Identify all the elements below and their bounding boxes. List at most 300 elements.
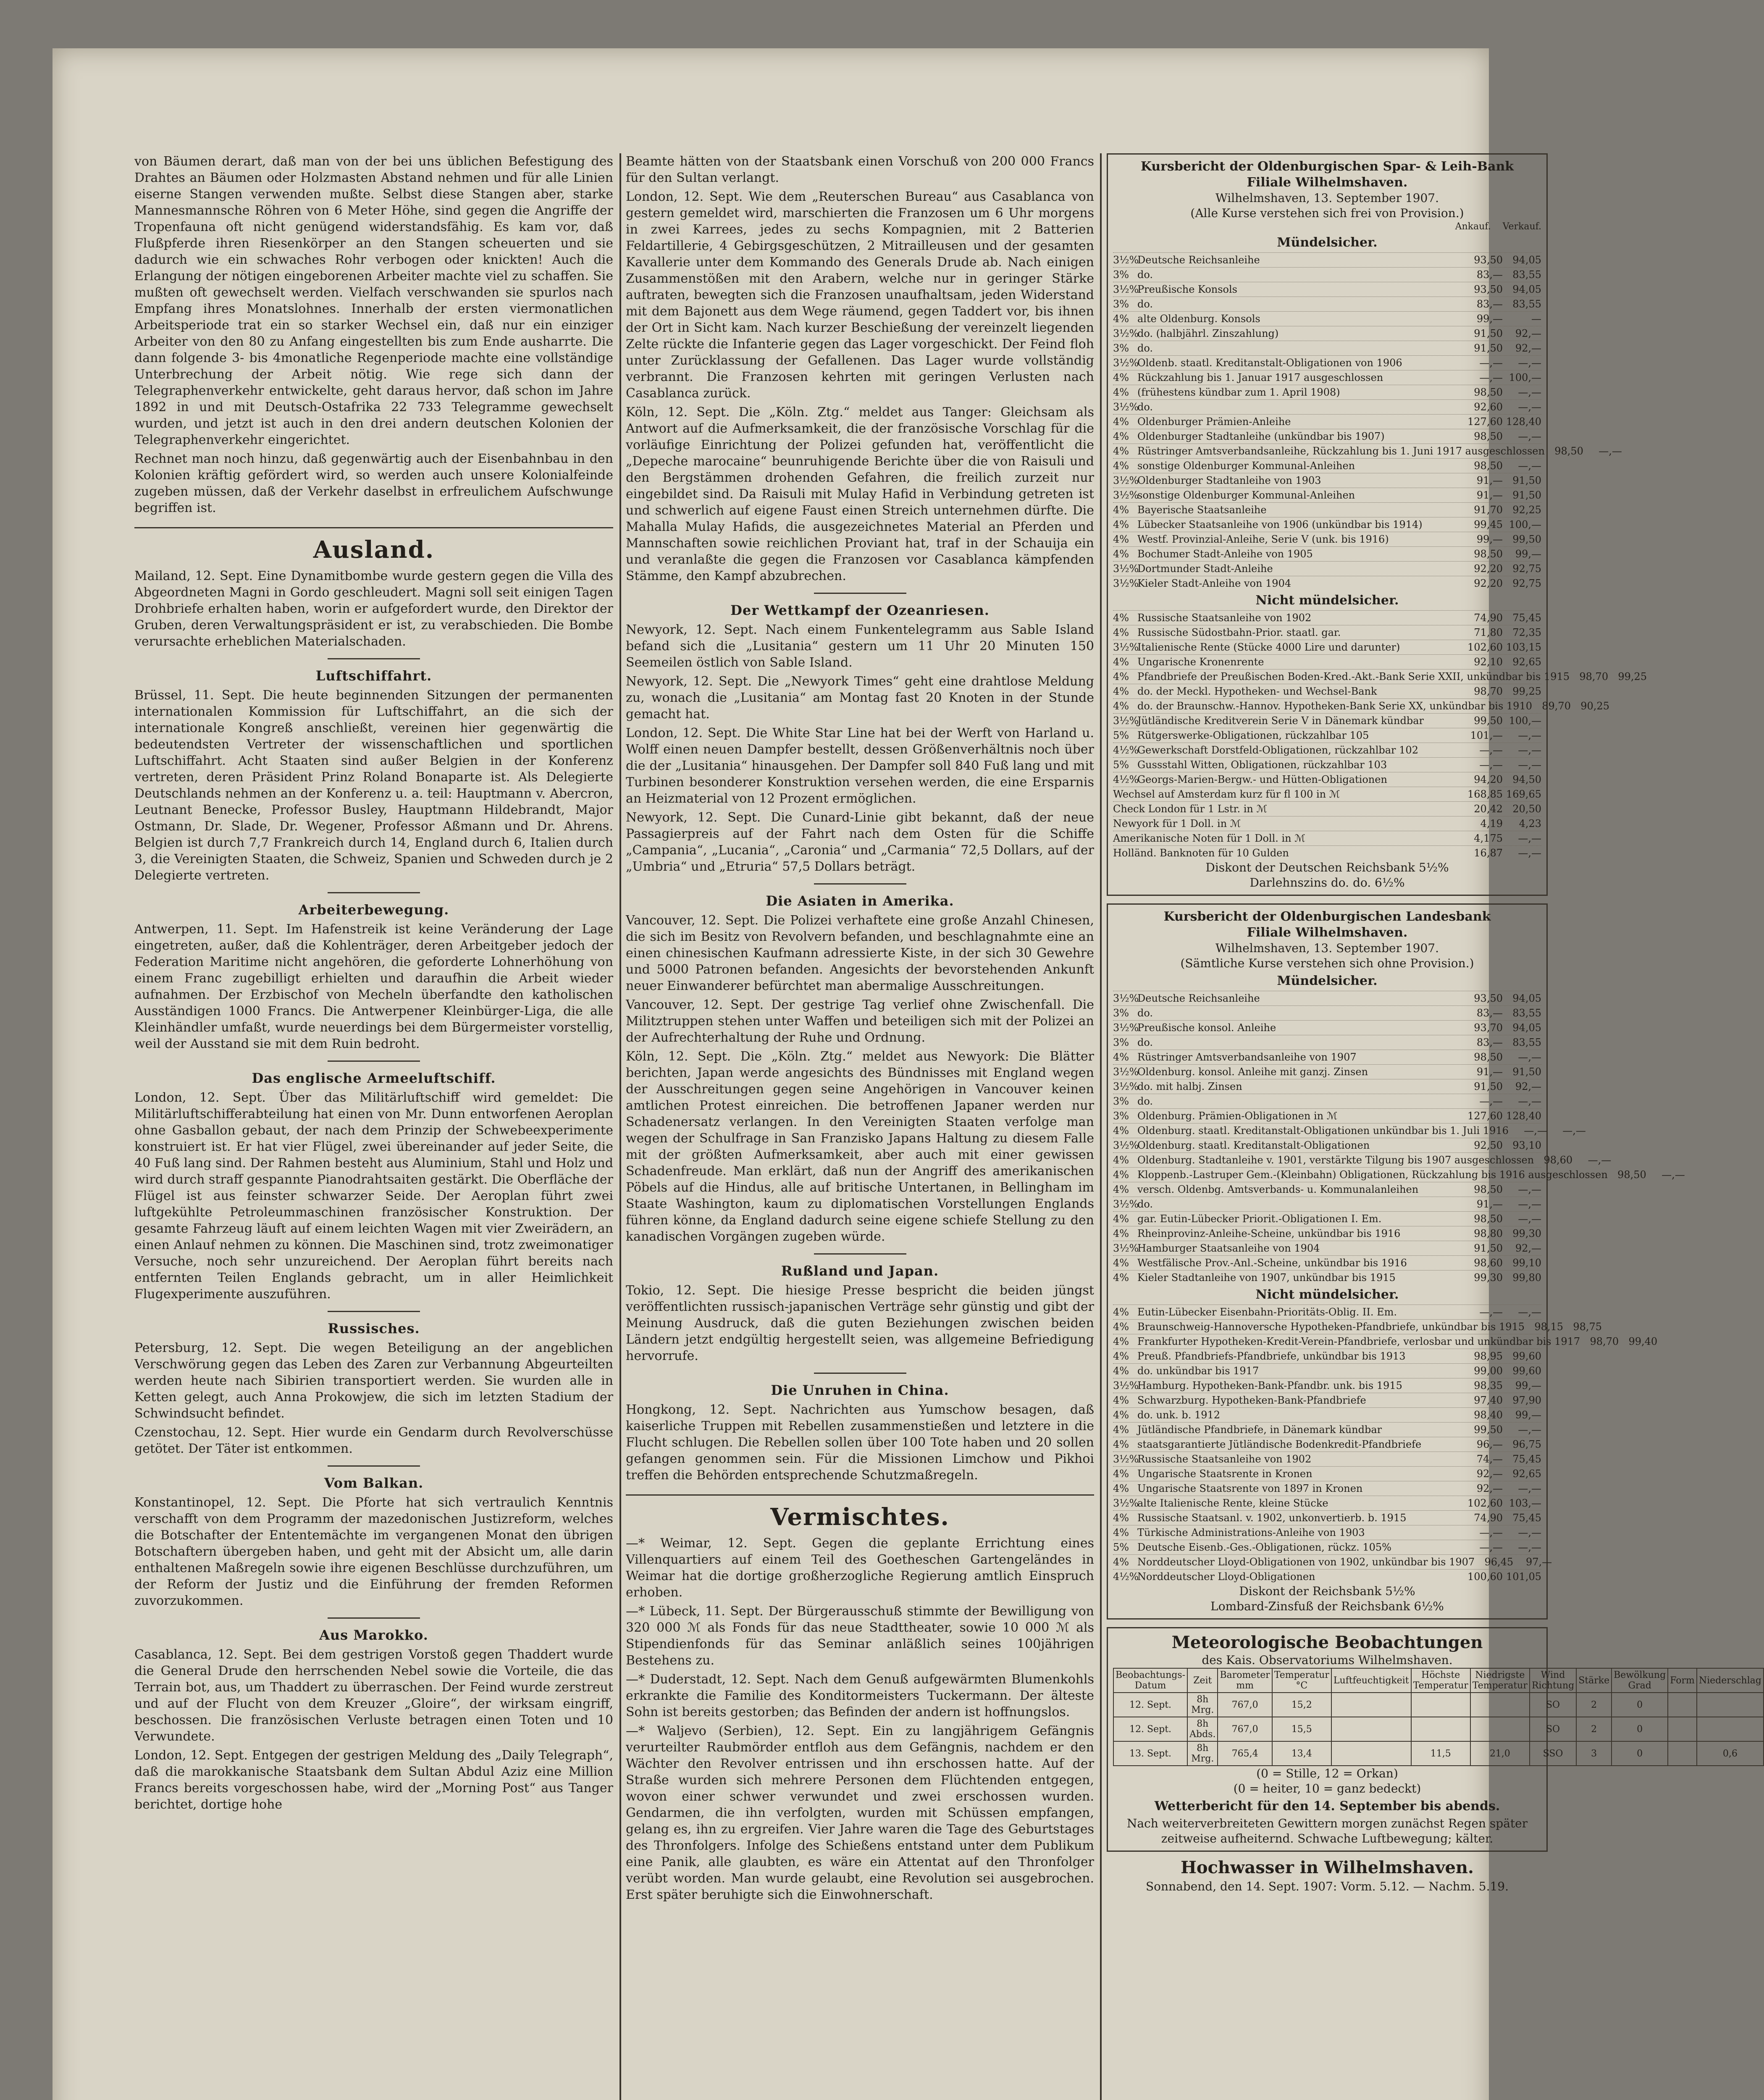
- exchange-row: [1113, 801, 1541, 816]
- buy-price: 98,60: [1544, 1154, 1573, 1166]
- rate-percent: 4%: [1113, 416, 1129, 428]
- sell-price: —,—: [1518, 460, 1541, 472]
- sell-price: 75,45: [1512, 1512, 1541, 1524]
- buy-price: 98,50: [1474, 460, 1503, 472]
- buy-price: 99,—: [1476, 313, 1503, 325]
- rate-percent: 4%: [1113, 533, 1129, 545]
- sell-price: 92,25: [1512, 504, 1541, 516]
- buy-price: 102,60: [1467, 641, 1503, 653]
- section-title-ausland: Ausland.: [313, 536, 435, 564]
- subsection-title: Der Wettkampf der Ozeanriesen.: [730, 602, 990, 618]
- paragraph: Antwerpen, 11. Sept. Im Hafenstreik ist keine Veränderung der Lage eingetreten, außer, daß die Kohlenträger, deren Arbeitgeber jedoch der Federation Maritime nicht angehören, die geforderte Lohnerhöhung von einem Franc zugebilligt erhielten und daraufhin die Arbeit wieder aufnahmen. Der Erzbischof von Mecheln überfandte den katholischen Ausständigen 1000 Francs. Die Antwerpener Kleinbürger-Liga, die alle Kleinhändler umfaßt, wurde neuerdings bei dem Bürgermeister vorstellig, weil der Ausstand sie mit dem Ruin bedroht.: [134, 922, 613, 1051]
- security-name: Hamburg. Hypotheken-Bank-Pfandbr. unk. bis 1915: [1137, 1380, 1402, 1391]
- rate-row: [1113, 1255, 1541, 1270]
- sell-price: 92,65: [1512, 656, 1541, 668]
- buy-price: 91,—: [1476, 1066, 1503, 1078]
- buy-price: 93,70: [1474, 1022, 1503, 1034]
- security-name: do.: [1137, 1095, 1153, 1107]
- security-name: Oldenburger Stadtanleihe von 1903: [1137, 475, 1321, 486]
- exchange-row: [1113, 816, 1541, 831]
- sell-price: —,—: [1518, 1306, 1541, 1318]
- high-water-title: Hochwasser in Wilhelmshaven.: [1181, 1858, 1474, 1877]
- sell-price: 103,—: [1509, 1497, 1541, 1509]
- report-date: Wilhelmshaven, 13. September 1907.: [1215, 941, 1439, 955]
- column-rule: [1100, 153, 1102, 2100]
- weather-cell: [1697, 1717, 1764, 1741]
- rate-percent: 4½%: [1113, 1571, 1139, 1583]
- rate-row: [1113, 532, 1541, 546]
- rate-percent: 3%: [1113, 342, 1129, 354]
- sell-price: 94,05: [1512, 284, 1541, 295]
- rate-percent: 4%: [1113, 372, 1129, 383]
- category-heading: Nicht mündelsicher.: [1255, 1287, 1399, 1302]
- sell-price: —,—: [1518, 730, 1541, 741]
- rate-row: [1113, 267, 1541, 282]
- buy-price: 98,50: [1474, 1051, 1503, 1063]
- sell-price: 99,—: [1515, 1380, 1541, 1391]
- security-name: Oldenburg. staatl. Kreditanstalt-Obligationen unkündbar bis 1. Juli 1916: [1137, 1125, 1509, 1137]
- rate-percent: 3½%: [1113, 641, 1139, 653]
- security-name: do. mit halbj. Zinsen: [1137, 1081, 1242, 1092]
- sell-price: —,—: [1518, 1483, 1541, 1494]
- rate-row: [1113, 772, 1541, 787]
- security-name: Bayerische Staatsanleihe: [1137, 504, 1267, 516]
- buy-price: 98,70: [1579, 671, 1609, 682]
- rate-row: [1113, 1182, 1541, 1197]
- security-name: Gussstahl Witten, Obligationen, rückzahlbar 103: [1137, 759, 1387, 771]
- paragraph: Köln, 12. Sept. Die „Köln. Ztg.“ meldet aus Tanger: Gleichsam als Antwort auf die Aufmerksamkeit, die der französische Vorschlag für die vorläufige Einrichtung der Polizei gefunden hat, veröffentlicht die „Depeche marocaine“ beunruhigende Berichte über die von Raisuli und den Bergstämmen drohenden Gefahren, die freilich zurzeit nur eingebildet sind. Da Raisuli mit Mulay Hafid in Verbindung getreten ist und schwerlich auf eigene Faust einen Streich unternehmen dürfte. Die Mahalla Mulay Hafids, die ausgezeichnetes Material an Pferden und Mannschaften sowie reichlichen Proviant hat, traf in der Schauija ein und veranlaßte die gegen die Franzosen vor Casablanca kämpfenden Stämme, den Kampf abzubrechen.: [626, 405, 1094, 583]
- sell-price: 103,15: [1506, 641, 1541, 653]
- security-name: Oldenb. staatl. Kreditanstalt-Obligationen von 1906: [1137, 357, 1402, 369]
- weather-cell: 2: [1576, 1717, 1612, 1741]
- rate-percent: 3½%: [1113, 1380, 1139, 1391]
- rate-percent: 3½%: [1113, 992, 1139, 1004]
- buy-price: 16,87: [1474, 847, 1503, 859]
- rate-percent: 4%: [1113, 313, 1129, 325]
- rate-row: [1113, 1481, 1541, 1496]
- rate-percent: 4%: [1113, 1184, 1129, 1195]
- rate-row: [1113, 1152, 1612, 1167]
- rate-row: [1113, 1197, 1541, 1211]
- stock-report-landesbank: [1107, 903, 1685, 1620]
- sell-price: 83,55: [1512, 269, 1541, 281]
- buy-price: 98,40: [1474, 1409, 1503, 1421]
- rate-row: [1113, 546, 1541, 561]
- sell-price: 99,40: [1628, 1336, 1658, 1347]
- rate-row: [1113, 1378, 1541, 1393]
- security-name: Deutsche Reichsanleihe: [1137, 992, 1260, 1004]
- security-name: (frühestens kündbar zum 1. April 1908): [1137, 386, 1340, 398]
- buy-price: 98,35: [1474, 1380, 1503, 1391]
- sell-price: 128,40: [1506, 1110, 1541, 1122]
- buy-price: 92,60: [1474, 401, 1503, 413]
- rate-row: [1113, 669, 1647, 684]
- rate-percent: 4%: [1113, 386, 1129, 398]
- cloud-scale-note: (0 = heiter, 10 = ganz bedeckt): [1233, 1782, 1421, 1796]
- sell-price: —,—: [1518, 430, 1541, 442]
- sell-price: 20,50: [1512, 803, 1541, 815]
- rate-percent: 4%: [1113, 1512, 1129, 1524]
- paragraph: Mailand, 12. Sept. Eine Dynamitbombe wurde gestern gegen die Villa des Abgeordneten Magni in Gordo geschleudert. Magni soll seit einigen Tagen Drohbriefe erhalten haben, worin er aufgefordert wurde, den Direktor der Gruben, deren Verwaltungspräsident er ist, zu verabschieden. Die Bombe verursachte erheblichen Materialschaden.: [134, 569, 613, 649]
- buy-price: 101,—: [1470, 730, 1503, 741]
- rate-row: [1113, 640, 1541, 654]
- security-name: Eutin-Lübecker Eisenbahn-Prioritäts-Oblig. II. Em.: [1137, 1306, 1397, 1318]
- paragraph: Köln, 12. Sept. Die „Köln. Ztg.“ meldet aus Newyork: Die Blätter berichten, Japan werde angesichts des Bündnisses mit England wegen der Ausschreitungen gegen seine Angehörigen in Vancouver keinen amtlichen Protest einreichen. Die betroffenen Japaner werden nur Schadenersatz verlangen. In den Vereinigten Staaten verfolge man wegen der Schulfrage in San Franzisko Japans Haltung zu diesem Falle mit der größten Aufmerksamkeit, aber auch mit einer gewissen Schadenfreude. Man erklärt, daß nun der Angriff des amerikanischen Pöbels auf die Hindus, alle auf britische Untertanen, in Bellingham im Staate Washington, kaum zu diplomatischen Vorstellungen Englands führen könne, da England dadurch seine eigene schiefe Stellung zu den kanadischen Vorgängen zugeben würde.: [626, 1049, 1094, 1244]
- sell-price: —,—: [1518, 832, 1541, 844]
- buy-price: 71,80: [1474, 627, 1503, 638]
- weather-cell: [1411, 1717, 1470, 1741]
- sell-price: —,—: [1599, 445, 1622, 457]
- security-name: Braunschweig-Hannoversche Hypotheken-Pfandbriefe, unkündbar bis 1915: [1137, 1321, 1525, 1333]
- weather-header: Form: [1668, 1668, 1697, 1693]
- report-subtitle: Filiale Wilhelmshaven.: [1247, 925, 1408, 940]
- stock-report-spar-leih-bank: [1107, 153, 1647, 896]
- buy-price: 98,80: [1474, 1228, 1503, 1239]
- security-name: Kieler Stadt-Anleihe von 1904: [1137, 578, 1292, 589]
- sell-price: 94,50: [1512, 774, 1541, 785]
- sell-price: 97,—: [1525, 1556, 1552, 1568]
- weather-observations: [1107, 1627, 1761, 1852]
- rate-percent: 4%: [1113, 1154, 1129, 1166]
- sell-price: 99,60: [1512, 1350, 1541, 1362]
- sell-price: 92,—: [1515, 1081, 1541, 1092]
- report-title: Kursbericht der Oldenburgischen Landesbank: [1163, 909, 1491, 924]
- paragraph: London, 12. Sept. Entgegen der gestrigen Meldung des „Daily Telegraph“, daß die marokkanische Staatsbank dem Sultan Abdul Aziz eine Million Francs bereits vorgeschossen habe, wird der „Morning Post“ aus Tanger berichtet, dortige hohe: [134, 1748, 613, 1812]
- sell-price: 98,75: [1573, 1321, 1602, 1333]
- report-title: Kursbericht der Oldenburgischen Spar- & Leih-Bank: [1140, 159, 1514, 174]
- rate-row: [1113, 282, 1541, 297]
- paragraph: Vancouver, 12. Sept. Der gestrige Tag verlief ohne Zwischenfall. Die Militztruppen stehen unter Waffen und beteiligen sich mit der Polizei an der Aufrechterhaltung der Ruhe und Ordnung.: [626, 998, 1094, 1045]
- sell-price: 90,25: [1580, 700, 1609, 712]
- sell-price: 83,55: [1512, 298, 1541, 310]
- buy-price: 92,—: [1476, 1483, 1503, 1494]
- rate-percent: 3%: [1113, 1037, 1129, 1048]
- rate-row: [1113, 757, 1541, 772]
- rate-percent: 3%: [1113, 269, 1129, 281]
- subsection-title: Arbeiterbewegung.: [298, 902, 449, 918]
- rate-row: [1113, 1123, 1586, 1138]
- rate-percent: 4%: [1113, 1424, 1129, 1436]
- buy-price: 98,50: [1554, 445, 1583, 457]
- rate-percent: 4%: [1113, 1272, 1129, 1284]
- subsection-title: Vom Balkan.: [324, 1475, 424, 1491]
- security-name: alte Italienische Rente, kleine Stücke: [1137, 1497, 1328, 1509]
- security-name: do. der Braunschw.-Hannov. Hypotheken-Bank Serie XX, unkündbar bis 1910: [1137, 700, 1532, 712]
- rate-row: [1113, 654, 1541, 669]
- buy-price: 98,60: [1474, 1257, 1503, 1269]
- rate-row: [1113, 1540, 1541, 1554]
- paragraph: von Bäumen derart, daß man von der bei uns üblichen Befestigung des Drahtes an Bäumen oder Holzmasten Abstand nehmen und für alle Linien eiserne Stangen verwenden mußte. Selbst diese Stangen aber, starke Mannesmannsche Röhren von 6 Meter Höhe, sind gegen die Angriffe der Tropenfauna oft nicht genügend widerstandsfähig. Es kam vor, daß Flußpferde ihren Riesenkörper an den Stangen scheuerten und sie dadurch wie ein schwaches Rohr verbogen oder knickten! Auch die Erlangung der nötigen eingeborenen Arbeiter machte viel zu schaffen. Sie mußten oft gewechselt werden. Vielfach verschwanden sie spurlos nach Empfang ihres Monatslohnes. Innerhalb der ersten viermonatlichen Arbeitsperiode trat ein so starker Wechsel ein, daß nur ein einziger Arbeiter von den 80 zu Anfang eingestellten bis zum Ende ausharrte. Die dann folgende 3- bis 4monatliche Regenperiode machte eine vollständige Unterbrechung der Arbeit nötig. Wie rege sich dann der Telegraphenverkehr entwickelte, geht daraus hervor, daß schon im Jahre 1892 in und mit Deutsch-Ostafrika 22 733 Telegramme gewechselt wurden, und jetzt ist auch in den drei andern deutschen Kolonien der Telegraphenverkehr eingerichtet.: [134, 154, 613, 447]
- newspaper-page: [52, 48, 1761, 2100]
- weather-cell: 12. Sept.: [1113, 1717, 1187, 1741]
- rate-row: [1113, 1319, 1602, 1334]
- rate-row: [1113, 252, 1541, 267]
- exchange-name: Newyork für 1 Doll. in ℳ: [1113, 818, 1241, 830]
- rate-percent: 3½%: [1113, 715, 1139, 727]
- buy-price: 98,70: [1590, 1336, 1619, 1347]
- paragraph: London, 12. Sept. Die White Star Line hat bei der Werft von Harland u. Wolff einen neuen Dampfer bestellt, dessen Größenverhältnis noch über die der „Lusitania“ hinausgehen. Der Dampfer soll 840 Fuß lang und mit Turbinen besonderer Konstruktion versehen werden, die eine Ersparnis an Heizmaterial von 12 Prozent ermöglichen.: [626, 726, 1094, 806]
- sell-price: 93,10: [1512, 1139, 1541, 1151]
- sell-price: 92,—: [1515, 342, 1541, 354]
- divider: [328, 1617, 420, 1619]
- sell-price: 96,75: [1512, 1438, 1541, 1450]
- rate-percent: 3½%: [1113, 1198, 1139, 1210]
- sell-price: 99,30: [1512, 1228, 1541, 1239]
- rate-row: [1113, 1452, 1541, 1466]
- rate-percent: 4%: [1113, 1213, 1129, 1225]
- buy-price: 20,42: [1474, 803, 1503, 815]
- weather-cell: 8h Abds.: [1187, 1717, 1218, 1741]
- buy-price: —,—: [1524, 1125, 1547, 1137]
- rate-row: [1113, 414, 1541, 429]
- sell-price: —,—: [1518, 744, 1541, 756]
- rate-row: [1113, 517, 1541, 532]
- sell-price: 94,05: [1512, 254, 1541, 266]
- rate-percent: 3½%: [1113, 357, 1139, 369]
- rate-row: [1113, 1496, 1541, 1510]
- buy-price: 74,—: [1476, 1453, 1503, 1465]
- paragraph: Newyork, 12. Sept. Die Cunard-Linie gibt bekannt, daß der neue Passagierpreis auf der Fahrt nach dem Osten für die Schiffe „Campania“, „Lucania“, „Caronia“ und „Carmania“ 72,5 Dollars, auf der „Umbria“ und „Etruria“ 57,5 Dollars beträgt.: [626, 810, 1094, 874]
- security-name: Hamburger Staatsanleihe von 1904: [1137, 1242, 1320, 1254]
- weather-cell: [1331, 1741, 1411, 1766]
- security-name: Rüstringer Amtsverbandsanleihe von 1907: [1137, 1051, 1357, 1063]
- rate-percent: 3½%: [1113, 254, 1139, 266]
- rate-row: [1113, 684, 1541, 698]
- category-heading: Mündelsicher.: [1277, 235, 1378, 250]
- security-name: Kloppenb.-Lastruper Gem.-(Kleinbahn) Obligationen, Rückzahlung bis 1916 ausgeschlossen: [1137, 1169, 1608, 1181]
- rate-percent: 4%: [1113, 1228, 1129, 1239]
- sell-price: 83,55: [1512, 1037, 1541, 1048]
- security-name: do.: [1137, 1037, 1153, 1048]
- subsection-title: Aus Marokko.: [319, 1627, 428, 1643]
- rate-percent: 4%: [1113, 1169, 1129, 1181]
- buy-price: 99,50: [1474, 715, 1503, 727]
- buy-price: 98,50: [1617, 1169, 1646, 1181]
- security-name: do. unk. b. 1912: [1137, 1409, 1221, 1421]
- rate-row: [1113, 1569, 1541, 1584]
- buy-price: 91,—: [1476, 1198, 1503, 1210]
- rate-percent: 3%: [1113, 1007, 1129, 1019]
- weather-header: Beobachtungs-Datum: [1113, 1668, 1187, 1693]
- sell-price: 99,80: [1512, 1272, 1541, 1284]
- rate-row: [1113, 1554, 1552, 1569]
- rate-percent: 4%: [1113, 1336, 1129, 1347]
- discount-rate: Diskont der Deutschen Reichsbank 5½%: [1205, 861, 1449, 874]
- lombard-rate: Darlehnszins do. do. 6½%: [1250, 876, 1405, 890]
- sell-price: —,—: [1518, 1184, 1541, 1195]
- paragraph: —* Duderstadt, 12. Sept. Nach dem Genuß aufgewärmten Blumenkohls erkrankte die Familie des Konditormeisters Tuckermann. Der älteste Sohn ist bereits gestorben; das Befinden der andern ist hoffnungslos.: [626, 1672, 1094, 1719]
- rate-row: [1113, 728, 1541, 743]
- buy-price: 93,50: [1474, 284, 1503, 295]
- security-name: Italienische Rente (Stücke 4000 Lire und darunter): [1137, 641, 1400, 653]
- rate-percent: 4%: [1113, 1321, 1129, 1333]
- security-name: Ungarische Staatsrente in Kronen: [1137, 1468, 1312, 1480]
- rate-percent: 4%: [1113, 1350, 1129, 1362]
- security-name: sonstige Oldenburger Kommunal-Anleihen: [1137, 460, 1355, 472]
- rate-row: [1113, 1334, 1658, 1349]
- weather-row: [1113, 1717, 1764, 1741]
- paragraph: —* Weimar, 12. Sept. Gegen die geplante Errichtung eines Villenquartiers auf einem Teil des Goetheschen Gartengeländes in Weimar hat die dortige großherzogliche Regierung amtlich Einspruch erhoben.: [626, 1536, 1094, 1600]
- rate-row: [1113, 355, 1541, 370]
- buy-price: 91,70: [1474, 504, 1503, 516]
- rate-row: [1113, 610, 1541, 625]
- sell-price: —,—: [1518, 1527, 1541, 1538]
- weather-cell: [1697, 1693, 1764, 1717]
- security-name: Norddeutscher Lloyd-Obligationen von 1902, unkündbar bis 1907: [1137, 1556, 1475, 1568]
- paragraph: Newyork, 12. Sept. Die „Newyork Times“ geht eine drahtlose Meldung zu, wonach die „Lusitania“ am Montag fast 20 Knoten in der Stunde gemacht hat.: [626, 674, 1094, 722]
- sell-price: —,—: [1518, 1541, 1541, 1553]
- sell-price: 99,50: [1512, 533, 1541, 545]
- rate-percent: 4%: [1113, 700, 1129, 712]
- wind-scale-note: (0 = Stille, 12 = Orkan): [1256, 1767, 1398, 1780]
- exchange-row: [1113, 831, 1541, 845]
- weather-table: [1113, 1668, 1764, 1766]
- weather-cell: [1470, 1717, 1530, 1741]
- exchange-name: Wechsel auf Amsterdam kurz für fl 100 in ℳ: [1113, 788, 1340, 800]
- security-name: Russische Südostbahn-Prior. staatl. gar.: [1137, 627, 1341, 638]
- security-name: Schwarzburg. Hypotheken-Bank-Pfandbriefe: [1137, 1394, 1366, 1406]
- security-name: Ungarische Kronenrente: [1137, 656, 1264, 668]
- rate-row: [1113, 1407, 1541, 1422]
- rate-row: [1113, 1167, 1685, 1182]
- buy-price: 98,50: [1474, 1213, 1503, 1225]
- paragraph: Beamte hätten von der Staatsbank einen Vorschuß von 200 000 Francs für den Sultan verlangt.: [626, 154, 1094, 185]
- rate-row: [1113, 488, 1541, 502]
- divider: [328, 1311, 420, 1312]
- rate-percent: 4½%: [1113, 744, 1139, 756]
- rate-percent: 4%: [1113, 671, 1129, 682]
- security-name: Oldenburger Stadtanleihe (unkündbar bis 1907): [1137, 430, 1385, 442]
- security-name: Oldenburg. Prämien-Obligationen in ℳ: [1137, 1110, 1338, 1122]
- rate-row: [1113, 1226, 1541, 1241]
- exchange-name: Amerikanische Noten für 1 Doll. in ℳ: [1113, 832, 1305, 844]
- sell-price: 99,—: [1515, 1409, 1541, 1421]
- security-name: do. (halbjährl. Zinszahlung): [1137, 328, 1279, 339]
- rate-row: [1113, 991, 1541, 1005]
- security-name: alte Oldenburg. Konsols: [1137, 313, 1260, 325]
- sell-price: 72,35: [1512, 627, 1541, 638]
- rate-row: [1113, 399, 1541, 414]
- rate-row: [1113, 311, 1541, 326]
- sell-price: 100,—: [1509, 715, 1541, 727]
- rate-percent: 3½%: [1113, 475, 1139, 486]
- security-name: staatsgarantierte Jütländische Bodenkredit-Pfandbriefe: [1137, 1438, 1422, 1450]
- buy-price: —,—: [1479, 1527, 1503, 1538]
- sell-price: —,—: [1562, 1125, 1586, 1137]
- rate-percent: 4%: [1113, 1365, 1129, 1377]
- rate-percent: 3½%: [1113, 563, 1139, 575]
- buy-price: 99,00: [1474, 1365, 1503, 1377]
- rate-list: [1113, 252, 1622, 591]
- security-name: Rückzahlung bis 1. Januar 1917 ausgeschlossen: [1137, 372, 1383, 383]
- section-title-vermischtes: Vermischtes.: [770, 1503, 950, 1531]
- security-name: do. unkündbar bis 1917: [1137, 1365, 1259, 1377]
- rate-percent: 4%: [1113, 548, 1129, 560]
- rate-percent: 3½%: [1113, 1139, 1139, 1151]
- weather-cell: [1668, 1741, 1697, 1766]
- sell-price: 92,—: [1515, 1242, 1541, 1254]
- buy-price: —,—: [1479, 759, 1503, 771]
- weather-header: Stärke: [1576, 1668, 1612, 1693]
- security-name: Lübecker Staatsanleihe von 1906 (unkündbar bis 1914): [1137, 519, 1423, 530]
- security-name: Frankfurter Hypotheken-Kredit-Verein-Pfandbriefe, verlosbar und unkündbar bis 1917: [1137, 1336, 1580, 1347]
- buy-price: 91,50: [1474, 328, 1503, 339]
- security-name: do.: [1137, 342, 1153, 354]
- paragraph: Newyork, 12. Sept. Nach einem Funkentelegramm aus Sable Island befand sich die „Lusitania“ gestern um 11 Uhr 20 Minuten 150 Seemeilen östlich von Sable Island.: [626, 622, 1094, 670]
- sell-price: —,—: [1518, 1051, 1541, 1063]
- rate-row: [1113, 713, 1541, 728]
- weather-cell: 8h Mrg.: [1187, 1741, 1218, 1766]
- buy-price: 99,—: [1476, 533, 1503, 545]
- rate-list: [1113, 1305, 1658, 1584]
- weather-cell: 767,0: [1218, 1693, 1272, 1717]
- buy-price: 4,19: [1480, 818, 1503, 830]
- buy-price: 94,20: [1474, 774, 1503, 785]
- high-water-times: Sonnabend, den 14. Sept. 1907: Vorm. 5.12. — Nachm. 5.19.: [1145, 1880, 1509, 1893]
- security-name: do.: [1137, 1198, 1153, 1210]
- weather-cell: 767,0: [1218, 1717, 1272, 1741]
- security-name: Rheinprovinz-Anleihe-Scheine, unkündbar bis 1916: [1137, 1228, 1401, 1239]
- rate-percent: 5%: [1113, 759, 1129, 771]
- sell-price: —,—: [1518, 1198, 1541, 1210]
- security-name: Preußische Konsols: [1137, 284, 1237, 295]
- divider: [328, 1060, 420, 1062]
- rate-percent: 4%: [1113, 1394, 1129, 1406]
- weather-header: Niederschlag: [1697, 1668, 1764, 1693]
- exchange-row: [1113, 845, 1541, 860]
- rate-percent: 4%: [1113, 1527, 1129, 1538]
- buy-price: 91,—: [1476, 475, 1503, 486]
- weather-cell: 0: [1612, 1717, 1668, 1741]
- subsection-title: Die Unruhen in China.: [771, 1382, 949, 1398]
- weather-header: Wind Richtung: [1530, 1668, 1576, 1693]
- security-name: Oldenburger Prämien-Anleihe: [1137, 416, 1291, 428]
- buy-price: 98,95: [1474, 1350, 1503, 1362]
- buy-price: 92,10: [1474, 656, 1503, 668]
- buy-price: —,—: [1479, 1095, 1503, 1107]
- rate-percent: 4%: [1113, 460, 1129, 472]
- rate-row: [1113, 1466, 1541, 1481]
- sell-price: 92,75: [1512, 563, 1541, 575]
- rate-row: [1113, 625, 1541, 640]
- sell-price: 169,65: [1506, 788, 1541, 800]
- security-name: Bochumer Stadt-Anleihe von 1905: [1137, 548, 1313, 560]
- weather-cell: 8h Mrg.: [1187, 1693, 1218, 1717]
- security-name: Westfälische Prov.-Anl.-Scheine, unkündbar bis 1916: [1137, 1257, 1407, 1269]
- weather-cell: 2: [1576, 1693, 1612, 1717]
- weather-cell: 3: [1576, 1741, 1612, 1766]
- buy-price: 102,60: [1467, 1497, 1503, 1509]
- weather-header: Luftfeuchtigkeit: [1331, 1668, 1411, 1693]
- weather-cell: 13,4: [1272, 1741, 1331, 1766]
- column-2: [626, 153, 1094, 2100]
- rate-percent: 4%: [1113, 612, 1129, 624]
- security-name: do.: [1137, 1007, 1153, 1019]
- weather-subtitle: des Kais. Observatoriums Wilhelmshaven.: [1202, 1653, 1453, 1667]
- weather-cell: [1331, 1693, 1411, 1717]
- buy-price: —,—: [1479, 1541, 1503, 1553]
- security-name: Preußische konsol. Anleihe: [1137, 1022, 1276, 1034]
- weather-cell: 11,5: [1411, 1741, 1470, 1766]
- rate-row: [1113, 1108, 1541, 1123]
- rate-row: [1113, 429, 1541, 444]
- sell-price: 91,50: [1512, 1066, 1541, 1078]
- sell-price: —: [1531, 313, 1541, 325]
- buy-price: 91,50: [1474, 1242, 1503, 1254]
- rate-row: [1113, 385, 1541, 399]
- sell-price: —,—: [1518, 1095, 1541, 1107]
- weather-cell: SO: [1530, 1693, 1576, 1717]
